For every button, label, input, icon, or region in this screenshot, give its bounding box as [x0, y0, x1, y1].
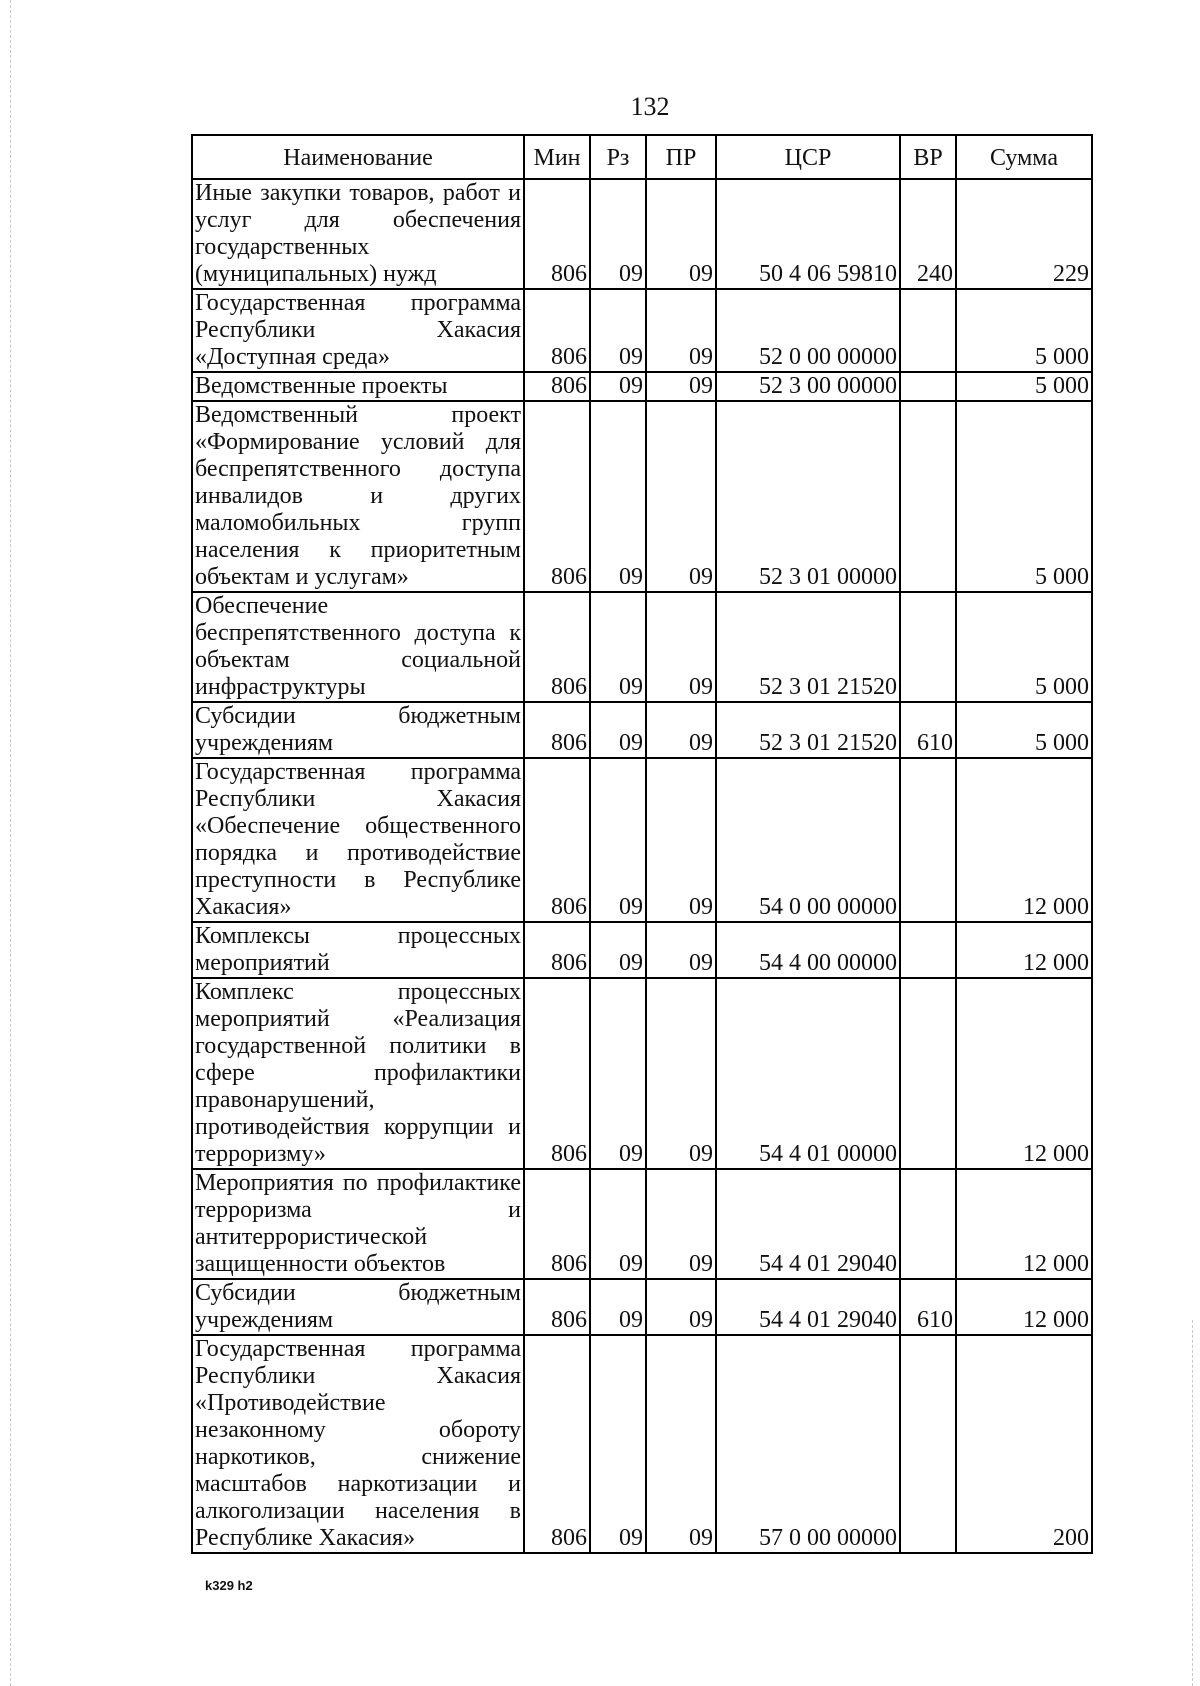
- cell-rz: 09: [590, 1335, 646, 1553]
- cell-pr: 09: [646, 401, 716, 592]
- table-row: [192, 1279, 1092, 1335]
- header-pr: ПР: [646, 135, 716, 179]
- cell-vr: 610: [900, 702, 956, 758]
- cell-csr: 54 4 00 00000: [716, 922, 900, 978]
- cell-pr: 09: [646, 1279, 716, 1335]
- cell-csr: 54 4 01 00000: [716, 978, 900, 1169]
- header-csr: ЦСР: [716, 135, 900, 179]
- table-row: [192, 179, 1092, 289]
- cell-name: Государственная программа Республики Хакасия «Обеспечение общественного порядка и противодействие преступности в Республике Хакасия»: [192, 758, 524, 922]
- table-header-row: [192, 135, 1092, 179]
- cell-vr: [900, 978, 956, 1169]
- cell-name: Комплекс процессных мероприятий «Реализация государственной политики в сфере профилактики правонарушений, противодействия коррупции и терроризму»: [192, 978, 524, 1169]
- cell-vr: [900, 1335, 956, 1553]
- cell-csr: 50 4 06 59810: [716, 179, 900, 289]
- cell-pr: 09: [646, 179, 716, 289]
- scan-edge-left: [10, 0, 11, 1686]
- cell-vr: [900, 289, 956, 372]
- cell-rz: 09: [590, 1169, 646, 1279]
- cell-csr: 54 4 01 29040: [716, 1279, 900, 1335]
- cell-vr: 240: [900, 179, 956, 289]
- cell-sum: 5 000: [956, 401, 1092, 592]
- cell-csr: 54 4 01 29040: [716, 1169, 900, 1279]
- cell-name: Иные закупки товаров, работ и услуг для обеспечения государственных (муниципальных) нужд: [192, 179, 524, 289]
- cell-rz: 09: [590, 592, 646, 702]
- cell-name: Ведомственный проект «Формирование условий для беспрепятственного доступа инвалидов и других маломобильных групп населения к приоритетным объектам и услугам»: [192, 401, 524, 592]
- cell-sum: 12 000: [956, 1169, 1092, 1279]
- header-name: Наименование: [192, 135, 524, 179]
- cell-rz: 09: [590, 179, 646, 289]
- cell-name: Государственная программа Республики Хакасия «Доступная среда»: [192, 289, 524, 372]
- cell-name: Государственная программа Республики Хакасия «Противодействие незаконному обороту наркотиков, снижение масштабов наркотизации и алкоголизации населения в Республике Хакасия»: [192, 1335, 524, 1553]
- table-row: [192, 702, 1092, 758]
- header-min: Мин: [524, 135, 590, 179]
- cell-rz: 09: [590, 702, 646, 758]
- cell-min: 806: [524, 401, 590, 592]
- cell-csr: 52 3 00 00000: [716, 372, 900, 401]
- cell-min: 806: [524, 372, 590, 401]
- table-row: [192, 401, 1092, 592]
- cell-pr: 09: [646, 1335, 716, 1553]
- cell-csr: 57 0 00 00000: [716, 1335, 900, 1553]
- cell-pr: 09: [646, 289, 716, 372]
- table-row: [192, 592, 1092, 702]
- table-row: [192, 758, 1092, 922]
- header-sum: Сумма: [956, 135, 1092, 179]
- cell-csr: 52 3 01 00000: [716, 401, 900, 592]
- cell-min: 806: [524, 702, 590, 758]
- table-row: [192, 922, 1092, 978]
- table-row: [192, 1335, 1092, 1553]
- cell-rz: 09: [590, 758, 646, 922]
- cell-csr: 54 0 00 00000: [716, 758, 900, 922]
- cell-min: 806: [524, 758, 590, 922]
- cell-rz: 09: [590, 978, 646, 1169]
- cell-sum: 200: [956, 1335, 1092, 1553]
- cell-pr: 09: [646, 592, 716, 702]
- cell-csr: 52 3 01 21520: [716, 592, 900, 702]
- document-code: k329 h2: [205, 1578, 253, 1593]
- cell-vr: [900, 401, 956, 592]
- header-vr: ВР: [900, 135, 956, 179]
- cell-sum: 5 000: [956, 289, 1092, 372]
- header-rz: Рз: [590, 135, 646, 179]
- cell-vr: [900, 758, 956, 922]
- page-number: 132: [630, 92, 670, 121]
- cell-min: 806: [524, 592, 590, 702]
- cell-sum: 5 000: [956, 702, 1092, 758]
- cell-vr: 610: [900, 1279, 956, 1335]
- cell-pr: 09: [646, 922, 716, 978]
- cell-min: 806: [524, 179, 590, 289]
- cell-pr: 09: [646, 702, 716, 758]
- cell-rz: 09: [590, 922, 646, 978]
- cell-pr: 09: [646, 372, 716, 401]
- cell-rz: 09: [590, 1279, 646, 1335]
- cell-min: 806: [524, 978, 590, 1169]
- cell-rz: 09: [590, 372, 646, 401]
- cell-vr: [900, 592, 956, 702]
- cell-name: Субсидии бюджетным учреждениям: [192, 1279, 524, 1335]
- cell-name: Мероприятия по профилактике терроризма и антитеррористической защищенности объектов: [192, 1169, 524, 1279]
- cell-rz: 09: [590, 401, 646, 592]
- cell-name: Ведомственные проекты: [192, 372, 524, 401]
- cell-min: 806: [524, 922, 590, 978]
- cell-sum: 5 000: [956, 592, 1092, 702]
- cell-rz: 09: [590, 289, 646, 372]
- table-row: [192, 289, 1092, 372]
- cell-sum: 12 000: [956, 978, 1092, 1169]
- cell-min: 806: [524, 289, 590, 372]
- table-row: [192, 978, 1092, 1169]
- cell-pr: 09: [646, 978, 716, 1169]
- cell-min: 806: [524, 1279, 590, 1335]
- cell-vr: [900, 372, 956, 401]
- cell-sum: 12 000: [956, 1279, 1092, 1335]
- cell-min: 806: [524, 1169, 590, 1279]
- cell-vr: [900, 922, 956, 978]
- cell-vr: [900, 1169, 956, 1279]
- cell-pr: 09: [646, 758, 716, 922]
- cell-sum: 229: [956, 179, 1092, 289]
- cell-name: Обеспечение беспрепятственного доступа к объектам социальной инфраструктуры: [192, 592, 524, 702]
- table-row: [192, 372, 1092, 401]
- cell-min: 806: [524, 1335, 590, 1553]
- table-row: [192, 1169, 1092, 1279]
- cell-pr: 09: [646, 1169, 716, 1279]
- cell-sum: 5 000: [956, 372, 1092, 401]
- cell-csr: 52 3 01 21520: [716, 702, 900, 758]
- cell-sum: 12 000: [956, 922, 1092, 978]
- budget-table: [191, 134, 1093, 1554]
- cell-sum: 12 000: [956, 758, 1092, 922]
- scan-edge-right: [1192, 1320, 1193, 1686]
- cell-name: Субсидии бюджетным учреждениям: [192, 702, 524, 758]
- cell-csr: 52 0 00 00000: [716, 289, 900, 372]
- cell-name: Комплексы процессных мероприятий: [192, 922, 524, 978]
